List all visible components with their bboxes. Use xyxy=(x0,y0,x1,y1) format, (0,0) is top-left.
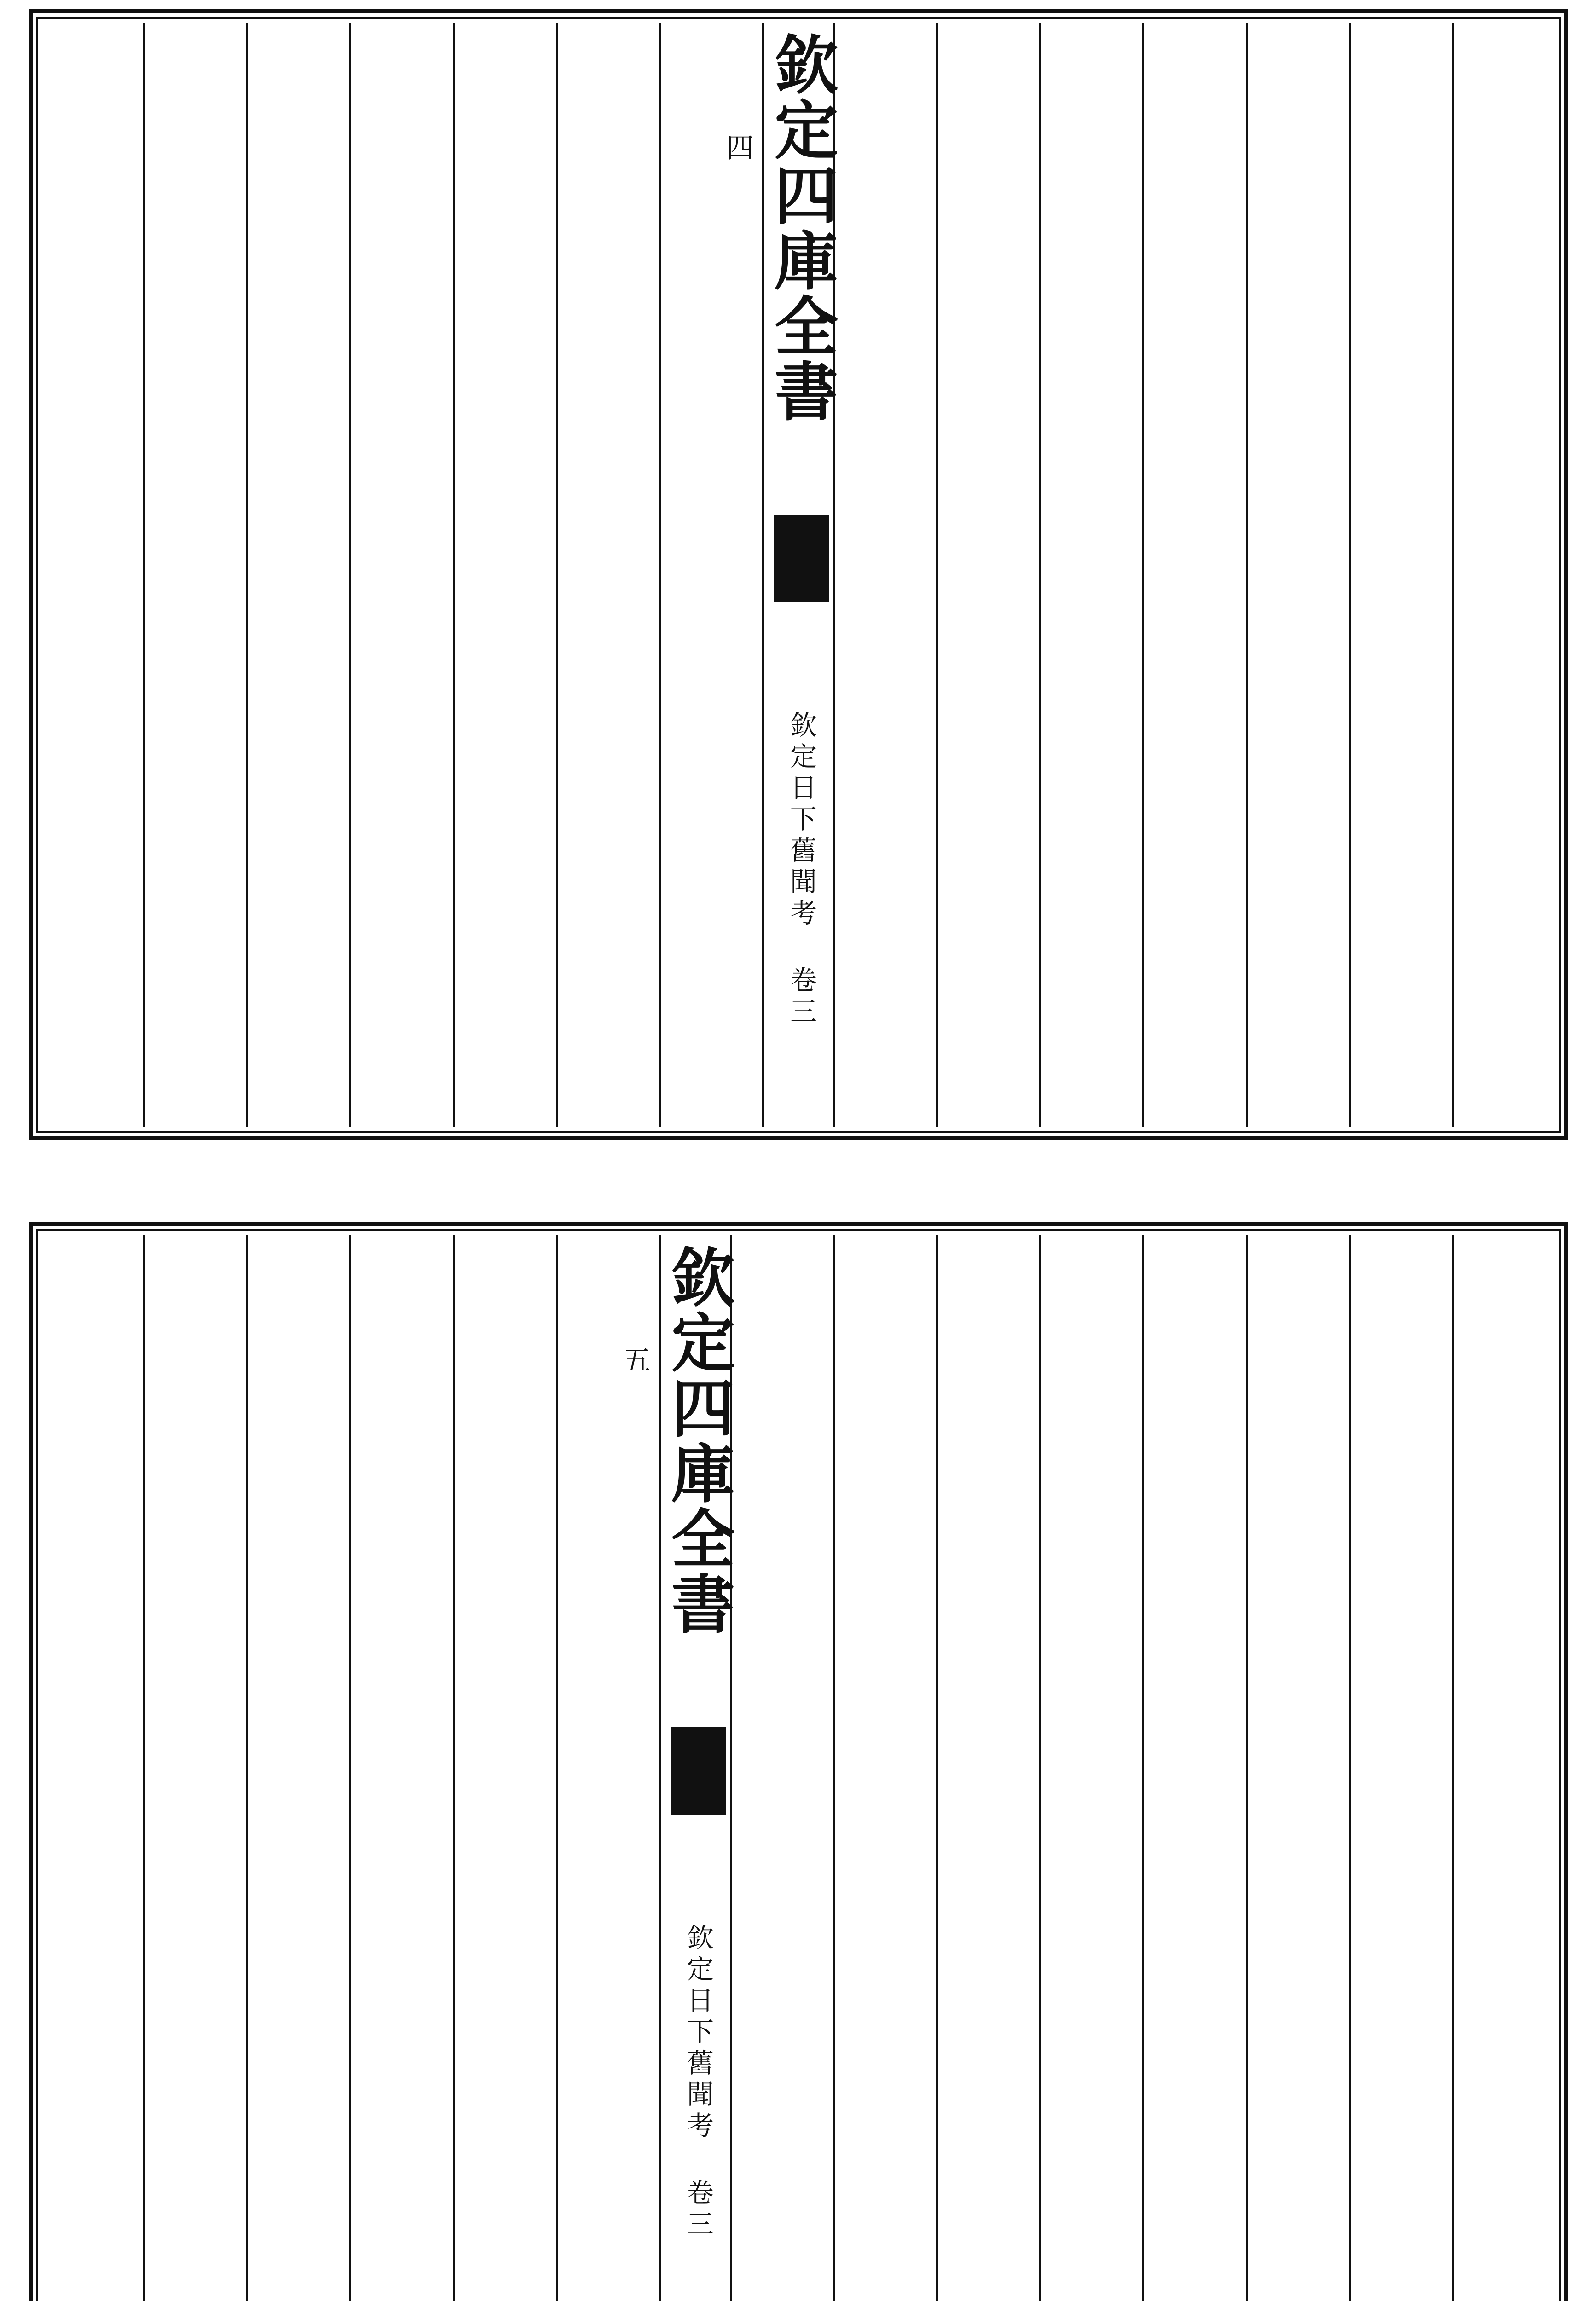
fold-title: 欽定四庫全書 xyxy=(764,32,839,424)
text-column xyxy=(1349,1235,1452,2301)
bottom-page-panel xyxy=(29,1222,1568,2301)
fold-ornament-icon xyxy=(774,515,829,602)
text-column xyxy=(1142,23,1245,1127)
top-columns xyxy=(42,23,1555,1127)
text-column xyxy=(453,23,556,1127)
text-column xyxy=(1349,23,1452,1127)
annotation-column xyxy=(659,23,762,1127)
top-page-panel xyxy=(29,9,1568,1140)
bottom-columns xyxy=(42,1235,1555,2301)
fold-ornament-icon xyxy=(671,1727,726,1815)
text-column xyxy=(143,1235,246,2301)
annotation-column xyxy=(42,23,143,1127)
text-column xyxy=(349,23,452,1127)
text-column xyxy=(1246,23,1349,1127)
annotation-column xyxy=(453,1235,556,2301)
text-column xyxy=(1142,1235,1245,2301)
fold-book-title: 欽定日下舊聞考 卷三 xyxy=(682,1924,714,2241)
fold-title: 欽定四庫全書 xyxy=(660,1244,736,1636)
text-column xyxy=(556,23,659,1127)
page-fold-column xyxy=(722,23,839,1127)
text-column xyxy=(246,23,349,1127)
text-column xyxy=(246,1235,349,2301)
fold-page-number: 五 xyxy=(618,1346,651,1375)
annotation-column xyxy=(1452,1235,1555,2301)
annotation-column xyxy=(556,1235,659,2301)
text-column xyxy=(936,23,1039,1127)
text-column xyxy=(143,23,246,1127)
text-column xyxy=(1039,23,1142,1127)
annotation-column xyxy=(42,1235,143,2301)
text-column xyxy=(349,1235,452,2301)
annotation-column xyxy=(833,23,936,1127)
text-column xyxy=(833,1235,936,2301)
page-fold-column xyxy=(618,1235,736,2301)
fold-book-title: 欽定日下舊聞考 卷三 xyxy=(786,711,817,1029)
annotation-column xyxy=(730,1235,833,2301)
text-column xyxy=(1039,1235,1142,2301)
text-column xyxy=(1246,1235,1349,2301)
text-column xyxy=(1452,23,1555,1127)
fold-page-number: 四 xyxy=(722,133,754,162)
annotation-column xyxy=(936,1235,1039,2301)
